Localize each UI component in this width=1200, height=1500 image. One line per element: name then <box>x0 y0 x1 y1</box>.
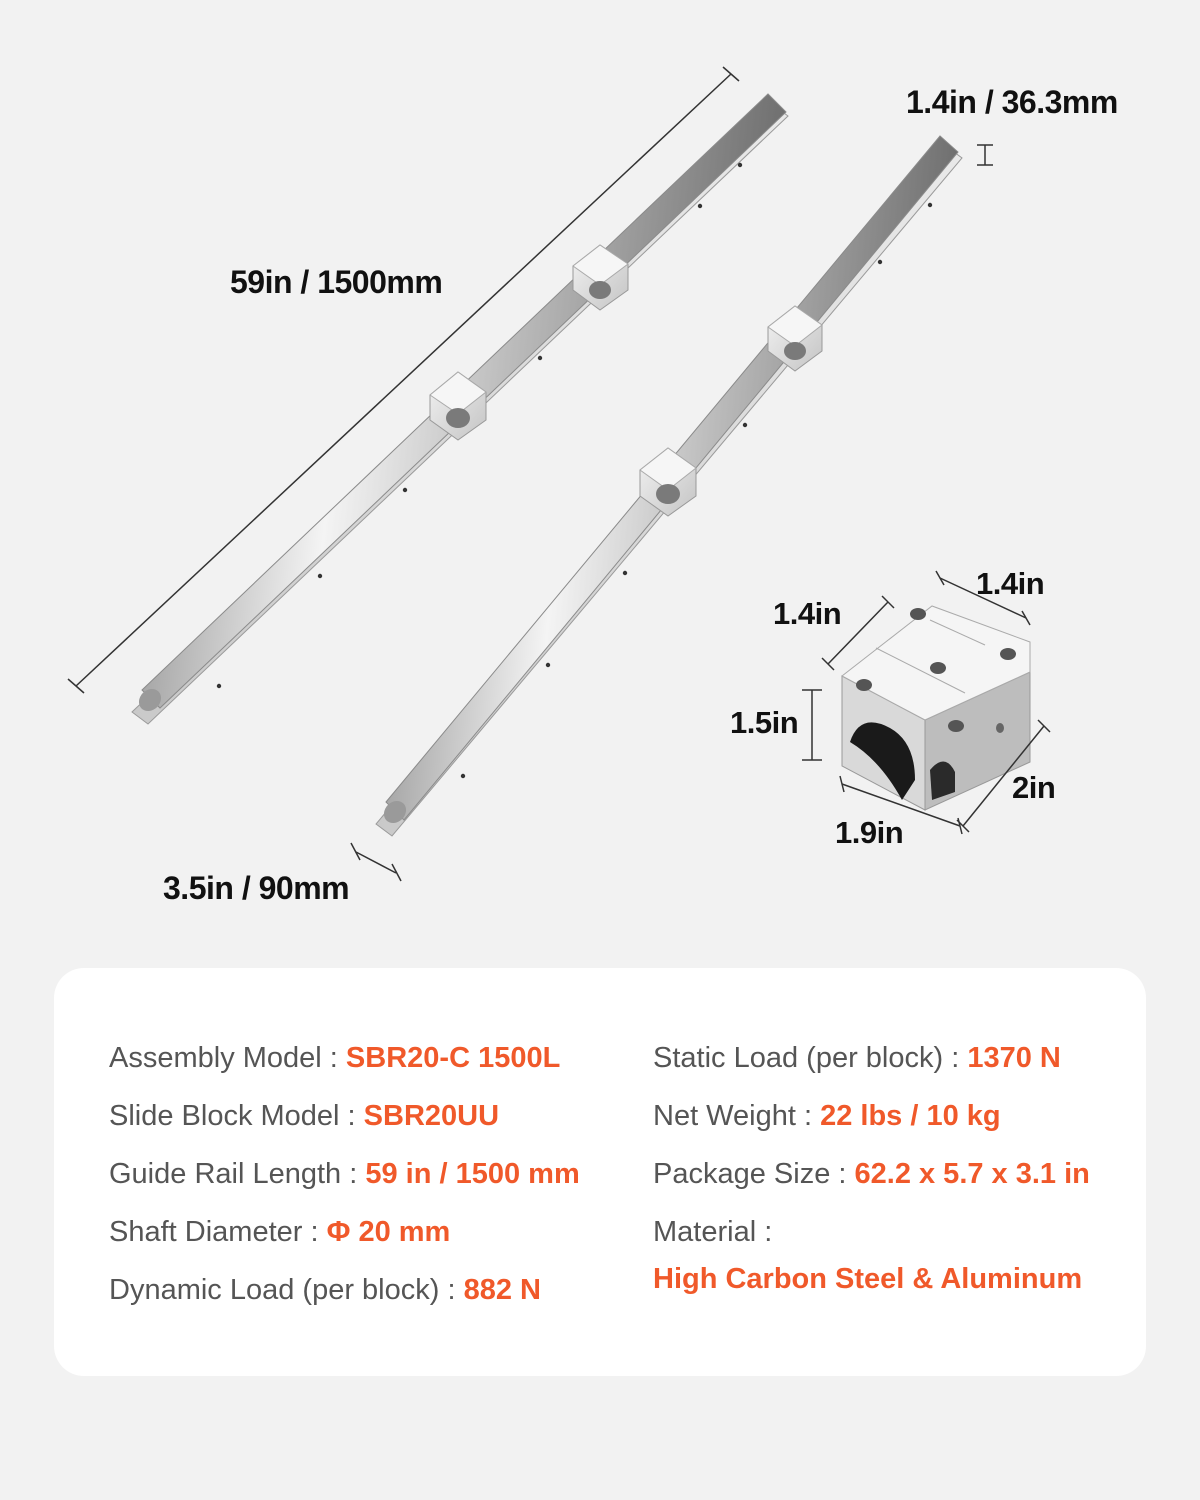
spec-label: Slide Block Model : <box>109 1100 364 1132</box>
spec-value: 882 N <box>463 1274 541 1306</box>
spec-slide-block-model <box>109 1100 499 1133</box>
spec-label: Dynamic Load (per block) : <box>109 1274 464 1306</box>
block-height-label: 1.5in <box>730 705 799 740</box>
width-dimension-marker <box>351 843 401 881</box>
rail-height-label: 1.4in / 36.3mm <box>906 84 1118 120</box>
spec-value: 1370 N <box>967 1042 1061 1074</box>
slide-block-detail <box>842 606 1030 810</box>
spec-value: Φ 20 mm <box>326 1216 451 1248</box>
spec-value: 22 lbs / 10 kg <box>820 1100 1001 1132</box>
block-top-depth-label: 1.4in <box>773 596 842 631</box>
spec-value: SBR20UU <box>363 1100 500 1132</box>
spec-material <box>653 1216 1082 1296</box>
spec-label: Material : <box>653 1216 773 1248</box>
length-dimension-line <box>68 67 739 693</box>
spec-static-load <box>653 1042 1061 1075</box>
spec-label: Net Weight : <box>653 1100 821 1132</box>
rail-length-label: 59in / 1500mm <box>230 264 443 300</box>
spec-net-weight <box>653 1100 1001 1133</box>
block-width-label: 1.9in <box>835 815 904 850</box>
spec-assembly-model <box>109 1042 560 1075</box>
spec-value: 59 in / 1500 mm <box>365 1158 580 1190</box>
spec-dynamic-load <box>109 1274 541 1307</box>
spec-label: Static Load (per block) : <box>653 1042 968 1074</box>
spec-shaft-diameter <box>109 1216 450 1249</box>
block-top-width-label: 1.4in <box>976 566 1045 601</box>
spec-guide-rail-length <box>109 1158 580 1191</box>
spec-label: Guide Rail Length : <box>109 1158 366 1190</box>
spec-value: 62.2 x 5.7 x 3.1 in <box>854 1158 1090 1190</box>
spec-label: Assembly Model : <box>109 1042 346 1074</box>
spec-value: High Carbon Steel & Aluminum <box>653 1263 1083 1295</box>
spec-value: SBR20-C 1500L <box>345 1042 561 1074</box>
spec-label: Package Size : <box>653 1158 855 1190</box>
spec-label: Shaft Diameter : <box>109 1216 327 1248</box>
spec-package-size <box>653 1158 1090 1191</box>
height-dimension-marker <box>977 145 993 165</box>
rail-width-label: 3.5in / 90mm <box>163 870 350 906</box>
block-length-label: 2in <box>1012 770 1056 805</box>
